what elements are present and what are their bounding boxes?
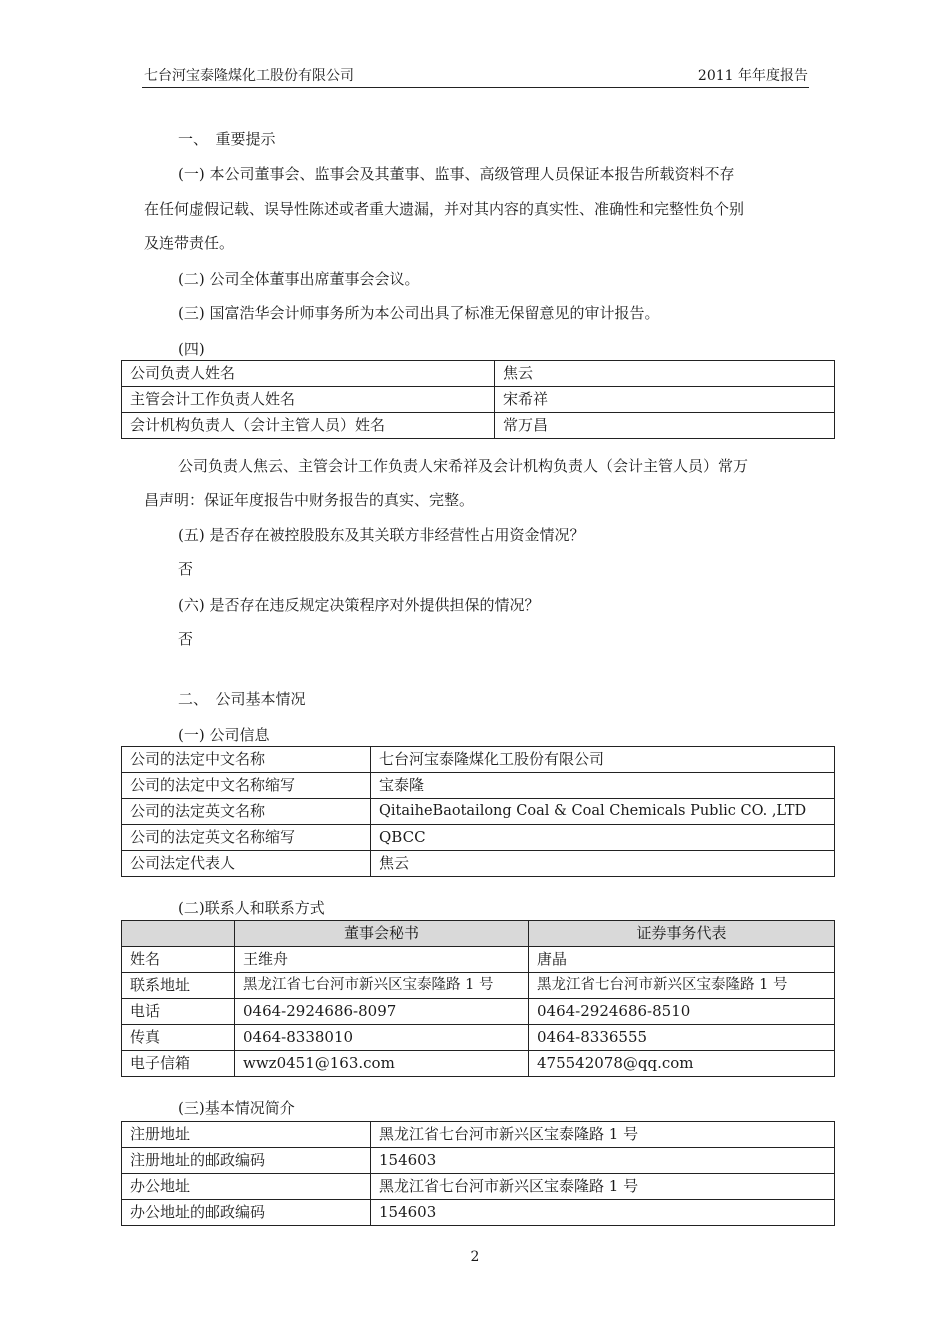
question-6: (六) 是否存在违反规定决策程序对外提供担保的情况？ — [178, 596, 540, 614]
table-row — [122, 1200, 835, 1226]
table-label-cell: 主管会计工作负责人姓名 — [122, 387, 495, 413]
table-row — [122, 851, 835, 877]
rep-cell: 黑龙江省七台河市新兴区宝泰隆路 1 号 — [529, 973, 835, 999]
table-header-row — [122, 921, 835, 947]
secretary-email-cell: wwz0451@163.com — [235, 1051, 529, 1077]
header-divider — [142, 87, 809, 88]
table-label-cell: 公司的法定英文名称缩写 — [122, 825, 371, 851]
column-header-rep: 证券事务代表 — [529, 921, 835, 947]
table-row — [122, 1174, 835, 1200]
table-row — [122, 825, 835, 851]
rep-cell: 0464-2924686-8510 — [529, 999, 835, 1025]
table-label-cell: 公司的法定英文名称 — [122, 799, 371, 825]
statement-line1: 公司负责人焦云、主管会计工作负责人宋希祥及会计机构负责人（会计主管人员）常万 — [178, 457, 749, 475]
table-value-cell: 154603 — [371, 1200, 835, 1226]
table-value-cell: 宝泰隆 — [371, 773, 835, 799]
table-row — [122, 947, 835, 973]
table-label-cell: 公司法定代表人 — [122, 851, 371, 877]
header-company-name: 七台河宝泰隆煤化工股份有限公司 — [144, 68, 354, 84]
basic-info-table — [121, 1121, 835, 1226]
table-value-cell: 焦云 — [371, 851, 835, 877]
notice-para1-line2: 在任何虚假记载、误导性陈述或者重大遗漏，并对其内容的真实性、准确性和完整性负个别 — [144, 200, 745, 218]
page-number: 2 — [470, 1249, 480, 1265]
table-row — [122, 361, 835, 387]
contact-table — [121, 920, 835, 1077]
secretary-cell: 0464-2924686-8097 — [235, 999, 529, 1025]
table-value-cell: 宋希祥 — [495, 387, 835, 413]
table-row — [122, 1148, 835, 1174]
contact-subtitle: (二)联系人和联系方式 — [178, 899, 325, 917]
table-label-cell: 注册地址的邮政编码 — [122, 1148, 371, 1174]
column-header-secretary: 董事会秘书 — [235, 921, 529, 947]
table-value-cell: 焦云 — [495, 361, 835, 387]
table-label-cell: 姓名 — [122, 947, 235, 973]
table-row — [122, 1122, 835, 1148]
table-label-cell: 电话 — [122, 999, 235, 1025]
table-row — [122, 1051, 835, 1077]
company-info-table — [121, 746, 835, 877]
answer-5: 否 — [178, 560, 194, 578]
notice-para1-line3: 及连带责任。 — [144, 234, 235, 252]
rep-cell: 0464-8336555 — [529, 1025, 835, 1051]
answer-6: 否 — [178, 630, 194, 648]
table-row — [122, 413, 835, 439]
table-row — [122, 747, 835, 773]
rep-email-cell: 475542078@qq.com — [529, 1051, 835, 1077]
table-label-cell: 电子信箱 — [122, 1051, 235, 1077]
table-row — [122, 999, 835, 1025]
secretary-cell: 0464-8338010 — [235, 1025, 529, 1051]
table-label-cell: 联系地址 — [122, 973, 235, 999]
table-value-cell: 黑龙江省七台河市新兴区宝泰隆路 1 号 — [371, 1174, 835, 1200]
table-label-cell: 注册地址 — [122, 1122, 371, 1148]
table-value-cell: QBCC — [371, 825, 835, 851]
table-label-cell: 公司的法定中文名称缩写 — [122, 773, 371, 799]
notice-para3: (三) 国富浩华会计师事务所为本公司出具了标准无保留意见的审计报告。 — [178, 304, 660, 322]
header-report-title: 2011 年年度报告 — [697, 68, 808, 84]
section2-title: 二、 公司基本情况 — [178, 690, 306, 708]
table-value-cell: 常万昌 — [495, 413, 835, 439]
table-label-cell: 公司负责人姓名 — [122, 361, 495, 387]
notice-para4-label: (四) — [178, 340, 205, 358]
table-row — [122, 387, 835, 413]
table-row — [122, 1025, 835, 1051]
secretary-cell: 王维舟 — [235, 947, 529, 973]
table-label-cell: 会计机构负责人（会计主管人员）姓名 — [122, 413, 495, 439]
notice-para1-line1: (一) 本公司董事会、监事会及其董事、监事、高级管理人员保证本报告所载资料不存 — [178, 165, 735, 183]
company-info-subtitle: (一) 公司信息 — [178, 726, 270, 744]
basic-info-subtitle: (三)基本情况简介 — [178, 1099, 295, 1117]
question-5: (五) 是否存在被控股股东及其关联方非经营性占用资金情况？ — [178, 526, 585, 544]
table-header-empty — [122, 921, 235, 947]
table-value-cell: 154603 — [371, 1148, 835, 1174]
table-label-cell: 办公地址 — [122, 1174, 371, 1200]
responsible-persons-table — [121, 360, 835, 439]
table-value-cell: 黑龙江省七台河市新兴区宝泰隆路 1 号 — [371, 1122, 835, 1148]
table-row — [122, 773, 835, 799]
table-value-cell: QitaiheBaotailong Coal & Coal Chemicals Public CO. ,LTD — [371, 799, 835, 825]
rep-cell: 唐晶 — [529, 947, 835, 973]
table-label-cell: 办公地址的邮政编码 — [122, 1200, 371, 1226]
table-label-cell: 公司的法定中文名称 — [122, 747, 371, 773]
table-row — [122, 973, 835, 999]
statement-line2: 昌声明：保证年度报告中财务报告的真实、完整。 — [144, 491, 475, 509]
notice-para2: (二) 公司全体董事出席董事会会议。 — [178, 270, 420, 288]
secretary-cell: 黑龙江省七台河市新兴区宝泰隆路 1 号 — [235, 973, 529, 999]
table-label-cell: 传真 — [122, 1025, 235, 1051]
table-value-cell: 七台河宝泰隆煤化工股份有限公司 — [371, 747, 835, 773]
table-row — [122, 799, 835, 825]
section1-title: 一、 重要提示 — [178, 130, 276, 148]
